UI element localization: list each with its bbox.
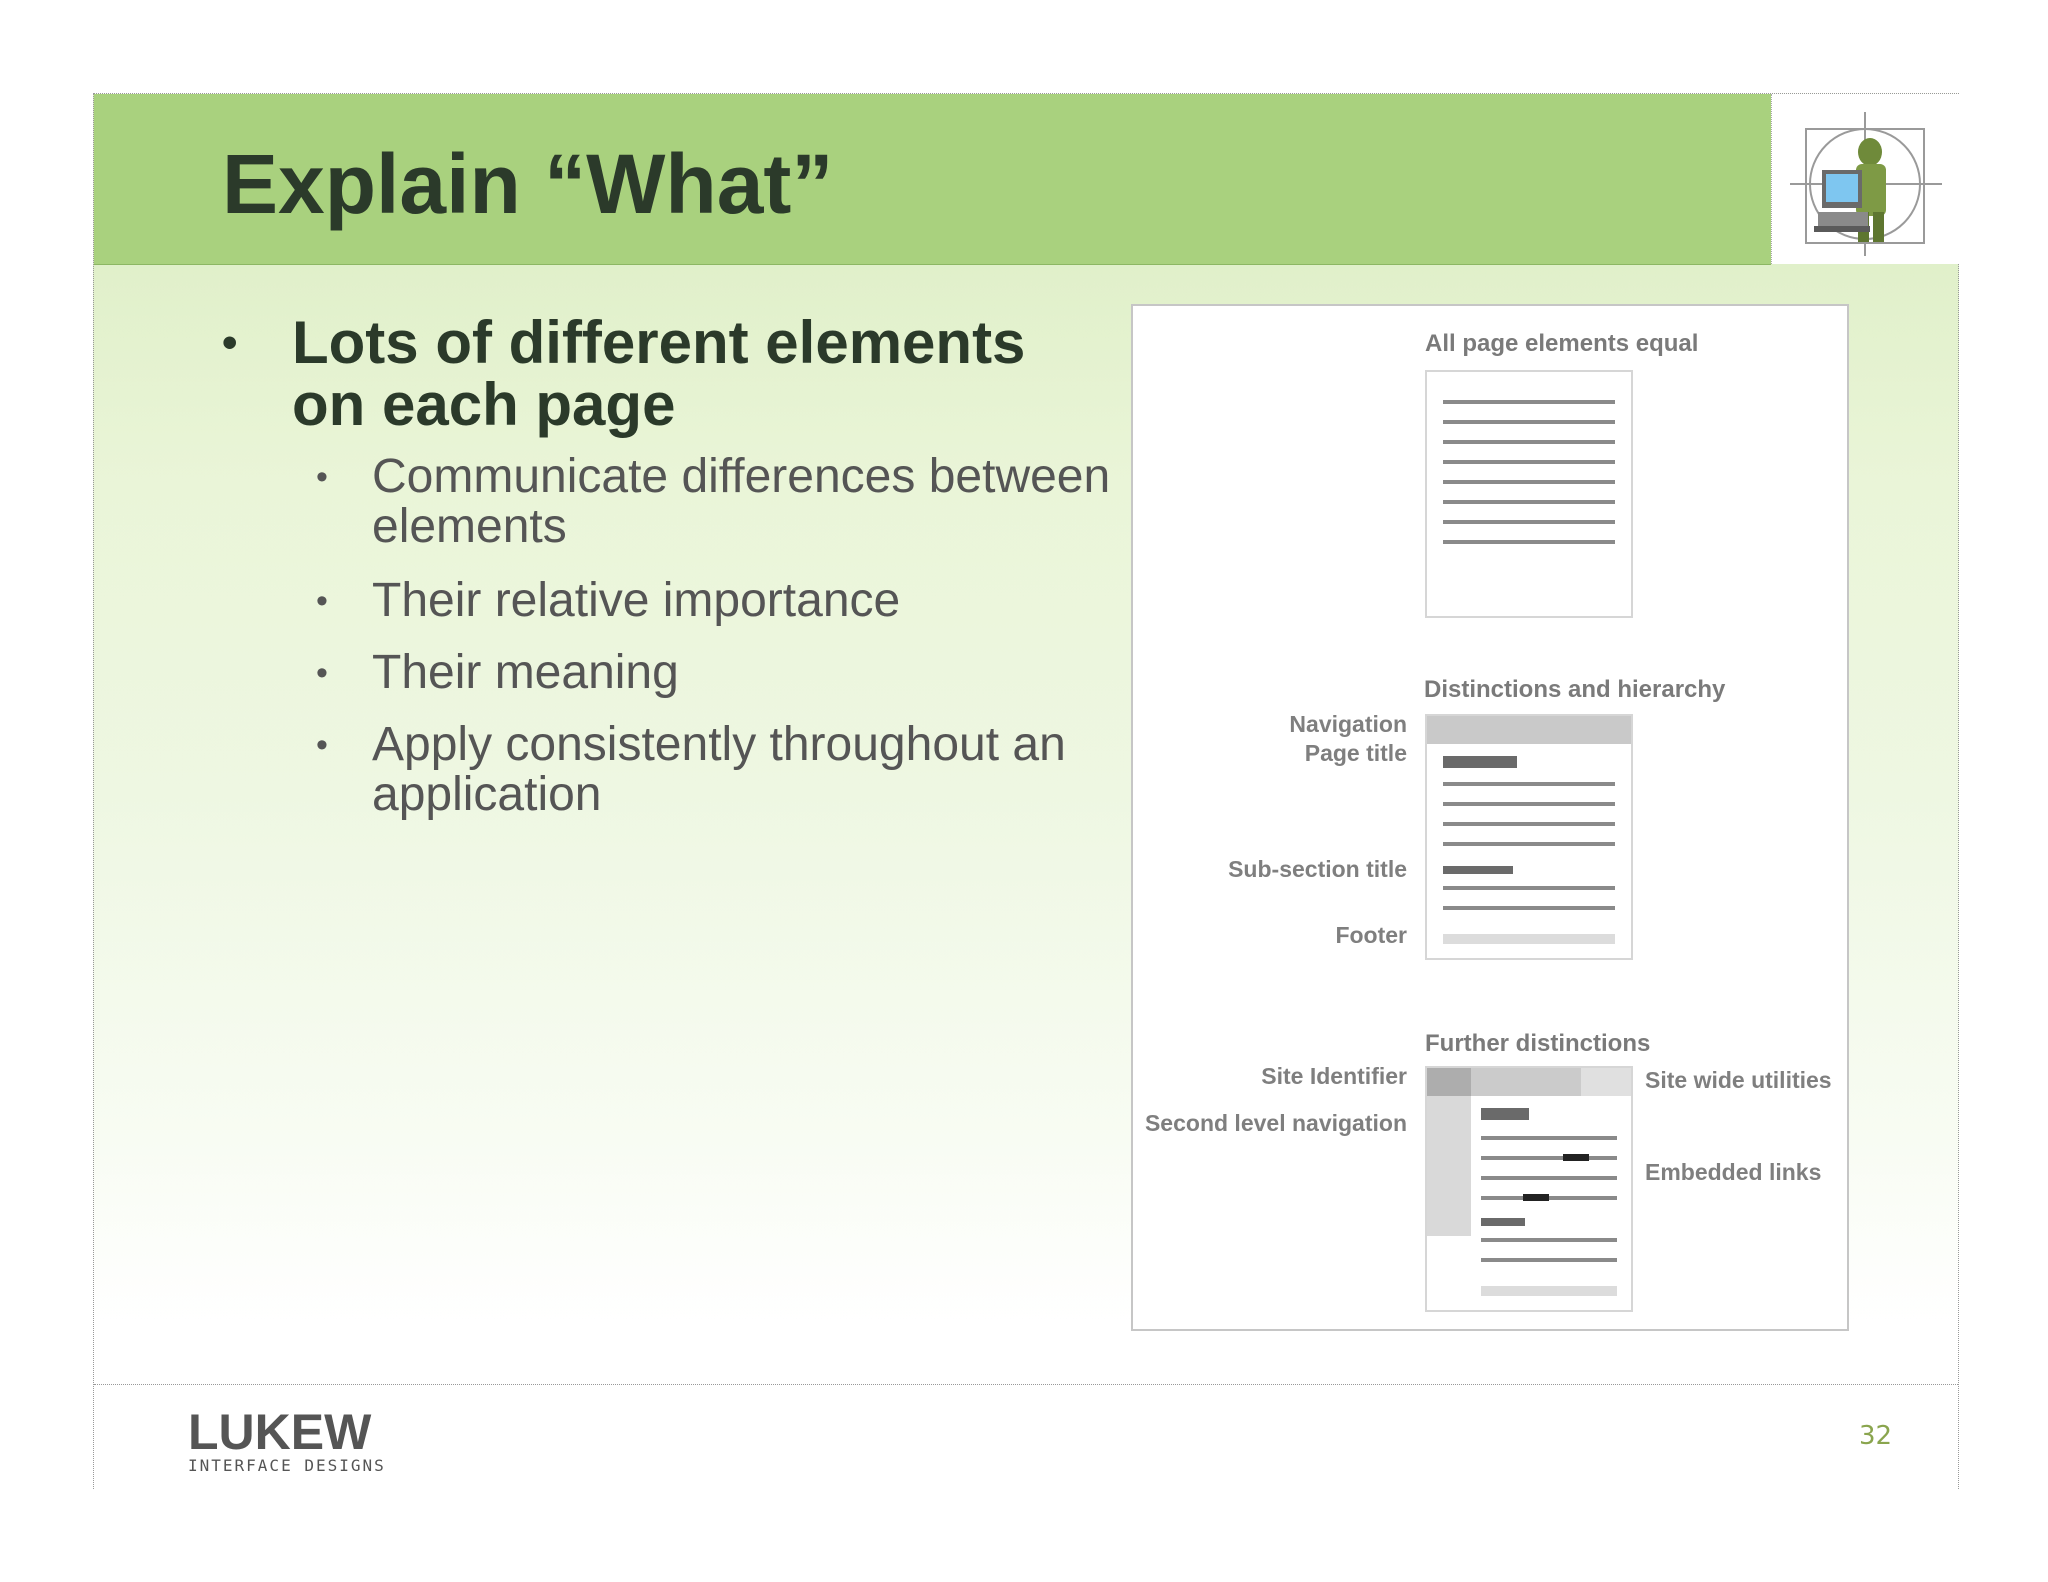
- text-line: [1443, 420, 1615, 424]
- label-second-level-navigation: Second level navigation: [1144, 1110, 1407, 1136]
- bullet-dot: •: [316, 582, 328, 620]
- footer-block: [1481, 1286, 1617, 1296]
- further-distinctions-frame: [1425, 1066, 1633, 1312]
- navigation-bar: [1427, 716, 1631, 744]
- bullet-dot: •: [222, 318, 238, 367]
- page-title-block: [1481, 1108, 1529, 1120]
- label-footer: Footer: [1335, 922, 1407, 948]
- bullet-dot: •: [316, 726, 328, 764]
- text-line: [1443, 480, 1615, 484]
- text-line: [1481, 1176, 1617, 1180]
- sub-bullet-text: Their relative importance: [372, 574, 901, 627]
- sub-bullet-text: Apply consistently throughout an application: [372, 718, 1066, 821]
- text-line: [1481, 1156, 1617, 1160]
- text-line: [1443, 440, 1615, 444]
- slide-footer: [94, 1384, 1958, 1489]
- label-page-title: Page title: [1304, 740, 1407, 766]
- section1-title: All page elements equal: [1425, 330, 1699, 357]
- page-title-block: [1443, 756, 1517, 768]
- embedded-link-mark: [1563, 1154, 1589, 1161]
- visual-hierarchy-figure: [1131, 304, 1849, 1331]
- site-utilities-block: [1581, 1068, 1631, 1096]
- site-identifier-block: [1427, 1068, 1471, 1096]
- text-line: [1443, 540, 1615, 544]
- second-level-nav-column: [1427, 1096, 1471, 1236]
- label-site-identifier: Site Identifier: [1261, 1063, 1407, 1089]
- footer-block: [1443, 934, 1615, 944]
- text-line: [1443, 886, 1615, 890]
- text-line: [1443, 782, 1615, 786]
- text-line: [1481, 1196, 1617, 1200]
- text-line: [1443, 842, 1615, 846]
- logo-tagline: INTERFACE DESIGNS: [188, 1456, 386, 1475]
- computer-user-icon: [1772, 94, 1959, 264]
- text-line: [1481, 1136, 1617, 1140]
- page-number: 32: [1859, 1421, 1893, 1451]
- section2-title: Distinctions and hierarchy: [1424, 676, 1726, 703]
- text-line: [1443, 400, 1615, 404]
- subsection-title-block: [1481, 1218, 1525, 1226]
- text-line: [1443, 460, 1615, 464]
- subsection-title-block: [1443, 866, 1513, 874]
- bullet-dot: •: [316, 458, 328, 496]
- slide-content: [94, 264, 1958, 1314]
- bullet-dot: •: [316, 654, 328, 692]
- sub-bullet-text: Their meaning: [372, 646, 679, 699]
- equal-page-frame: [1425, 370, 1633, 618]
- header-bar: [1471, 1068, 1581, 1096]
- label-subsection-title: Sub-section title: [1228, 856, 1407, 882]
- slide-title: Explain “What”: [222, 137, 834, 231]
- logo-wordmark: LUKEW: [188, 1407, 372, 1460]
- hierarchy-page-frame: [1425, 714, 1633, 960]
- label-embedded-links: Embedded links: [1645, 1159, 1822, 1185]
- slide-header: [94, 94, 1771, 265]
- text-line: [1443, 822, 1615, 826]
- text-line: [1443, 802, 1615, 806]
- sub-bullet-text: Communicate differences between elements: [372, 450, 1111, 553]
- text-line: [1443, 906, 1615, 910]
- text-line: [1481, 1258, 1617, 1262]
- section3-title: Further distinctions: [1425, 1030, 1651, 1057]
- embedded-link-mark: [1523, 1194, 1549, 1201]
- slide: [93, 93, 1959, 1489]
- header-logo-box: [1771, 94, 1959, 264]
- text-line: [1443, 500, 1615, 504]
- text-line: [1443, 520, 1615, 524]
- lukew-logo: [188, 1407, 438, 1477]
- text-line: [1481, 1238, 1617, 1242]
- label-navigation: Navigation: [1289, 711, 1407, 737]
- label-site-wide-utilities: Site wide utilities: [1645, 1067, 1832, 1093]
- main-bullet-text: Lots of different elements on each page: [292, 309, 1026, 438]
